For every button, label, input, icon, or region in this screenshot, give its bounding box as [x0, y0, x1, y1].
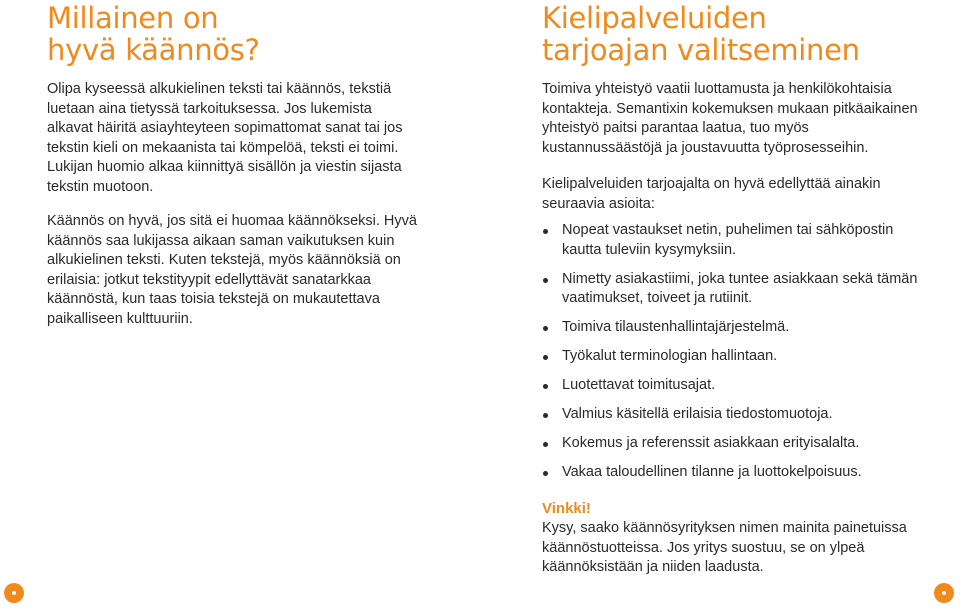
list-item: Luotettavat toimitusajat. [542, 376, 922, 396]
right-heading-line2: tarjoajan valitseminen [542, 33, 860, 67]
list-item: Työkalut terminologian hallintaan. [542, 347, 922, 367]
bullet-icon [543, 355, 548, 360]
tip-text: Kysy, saako käännösyrityksen nimen mainita painetuissa käännöstuotteissa. Jos yritys suostuu, se on ylpeä käännöksistään ja niiden laadusta. [542, 520, 907, 576]
right-heading [542, 2, 942, 66]
bullet-icon [543, 384, 548, 389]
left-paragraph-2: Käännös on hyvä, jos sitä ei huomaa käännökseksi. Hyvä käännös saa lukijassa aikaan saman vaikutuksen kuin alkukielinen teksti. Kuten tekstejä, myös käännöksiä on erilaisia: jotkut tekstityypit edellyttävät sanatarkkaa käännöstä, kun taas toisia tekstejä on mukautettava paikalliseen kulttuuriin. [47, 213, 417, 327]
list-item: Nopeat vastaukset netin, puhelimen tai sähköpostin kautta tuleviin kysymyksiin. [542, 221, 922, 260]
bullet-icon [543, 229, 548, 234]
list-item: Valmius käsitellä erilaisia tiedostomuotoja. [542, 405, 922, 425]
list-item: Nimetty asiakastiimi, joka tuntee asiakkaan sekä tämän vaatimukset, toiveet ja rutiinit. [542, 270, 922, 309]
bullet-icon [543, 278, 548, 283]
right-paragraph-2: Kielipalveluiden tarjoajalta on hyvä edellyttää ainakin seuraavia asioita: [542, 176, 881, 212]
left-heading-line1: Millainen on [47, 1, 219, 35]
requirements-list [542, 221, 922, 492]
bullet-icon [543, 442, 548, 447]
list-item: Vakaa taloudellinen tilanne ja luottokelpoisuus. [542, 463, 922, 483]
tip-title: Vinkki! [542, 500, 591, 517]
page-marker-left-icon [4, 583, 24, 603]
bullet-icon [543, 413, 548, 418]
list-item: Kokemus ja referenssit asiakkaan erityisalalta. [542, 434, 922, 454]
tip-box [542, 499, 922, 578]
bullet-icon [543, 471, 548, 476]
right-heading-line1: Kielipalveluiden [542, 1, 767, 35]
bullet-icon [543, 326, 548, 331]
list-item: Toimiva tilaustenhallintajärjestelmä. [542, 318, 922, 338]
left-heading-line2: hyvä käännös? [47, 33, 260, 67]
left-paragraph-1: Olipa kyseessä alkukielinen teksti tai käännös, tekstiä luetaan aina tietyssä tarkoituksessa. Jos lukemista alkavat häiritä asiayhteyteen sopimattomat sanat tai jos tekstin kieli on mekaanista tai kömpelöä, teksti ei toimi. Lukijan huomio alkaa kiinnittyä sisällön ja viestin sijasta tekstin muotoon. [47, 81, 403, 195]
page-marker-right-icon [934, 583, 954, 603]
left-heading [47, 2, 347, 66]
right-paragraph-1: Toimiva yhteistyö vaatii luottamusta ja henkilökohtaisia kontakteja. Semantixin kokemuksen mukaan pitkäaikainen yhteistyö paitsi parantaa laatua, tuo myös kustannussäästöjä ja joustavuutta työprosesseihin. [542, 81, 918, 156]
